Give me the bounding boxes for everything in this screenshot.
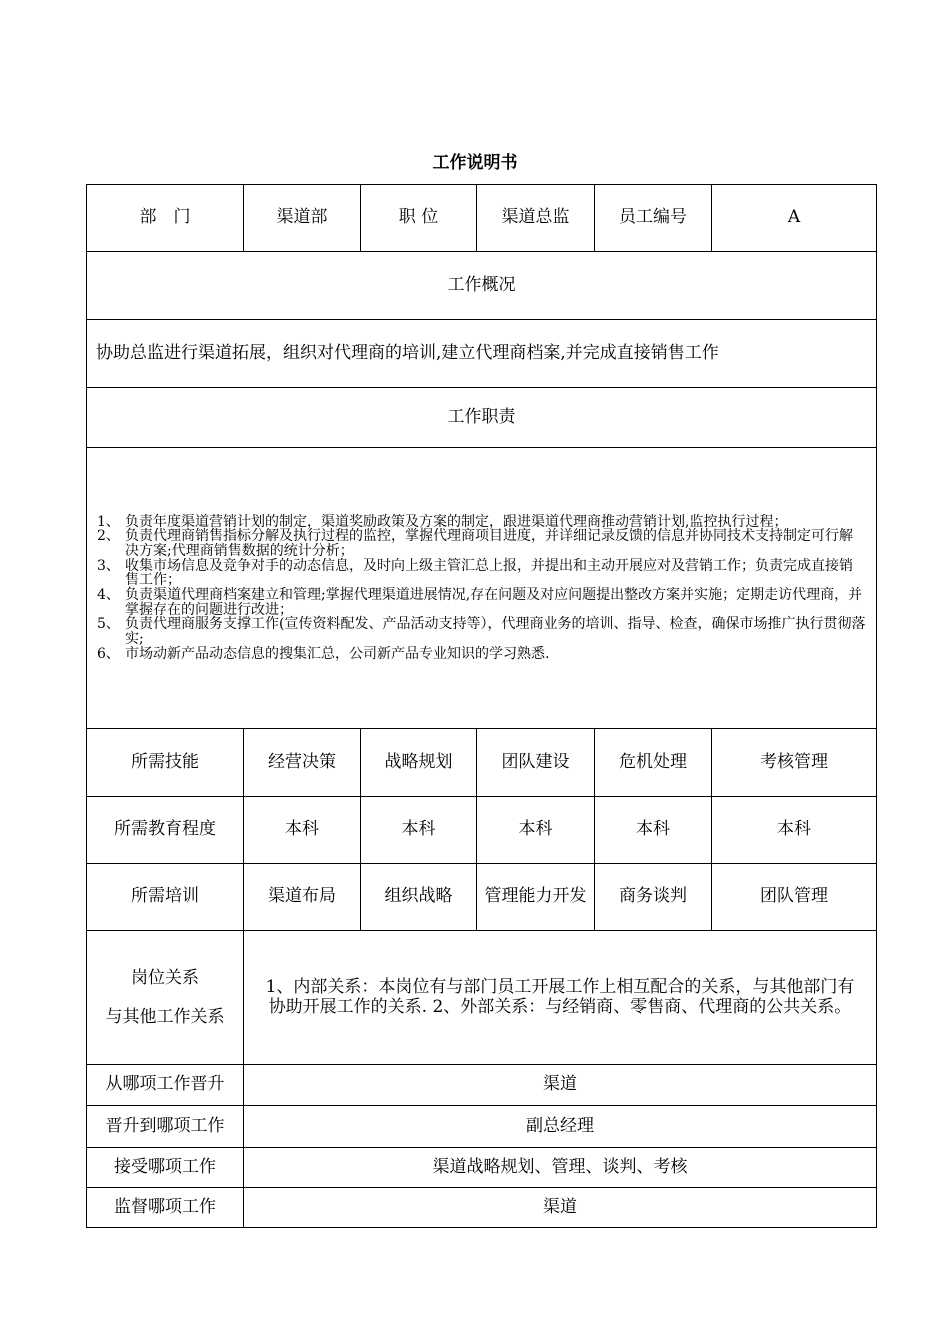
duty-text: 负责年度渠道营销计划的制定，渠道奖励政策及方案的制定，跟进渠道代理商推动营销计划,监控执行过程； bbox=[125, 513, 788, 530]
duties-header: 工作职责 bbox=[87, 388, 877, 448]
education-cell: 本科 bbox=[595, 797, 712, 864]
duties-list bbox=[87, 448, 877, 729]
skill-cell: 危机处理 bbox=[595, 729, 712, 797]
relations-text: 1、内部关系：本岗位有与部门员工开展工作上相互配合的关系，与其他部门有协助开展工作的关系. 2、外部关系：与经销商、零售商、代理商的公共关系。 bbox=[244, 931, 877, 1065]
training-cell: 管理能力开发 bbox=[477, 864, 595, 931]
education-cell: 本科 bbox=[244, 797, 361, 864]
accept-label: 接受哪项工作 bbox=[87, 1148, 244, 1188]
education-cell: 本科 bbox=[712, 797, 877, 864]
duty-text: 负责渠道代理商档案建立和管理;掌握代理渠道进展情况,存在问题及对应问题提出整改方案并实施；定期走访代理商，并掌握存在的问题进行改进； bbox=[125, 587, 863, 618]
duty-number: 2、 bbox=[97, 528, 120, 545]
duty-number: 5、 bbox=[97, 616, 120, 633]
promote-to-label: 晋升到哪项工作 bbox=[87, 1106, 244, 1148]
accept-row bbox=[87, 1148, 877, 1188]
overview-text: 协助总监进行渠道拓展，组织对代理商的培训,建立代理商档案,并完成直接销售工作 bbox=[87, 320, 877, 388]
duty-item bbox=[97, 647, 866, 662]
relations-row bbox=[87, 931, 877, 1065]
duty-number: 1、 bbox=[97, 513, 120, 530]
dept-label: 部 门 bbox=[87, 185, 244, 252]
promote-from-value: 渠道 bbox=[244, 1065, 877, 1106]
education-cell: 本科 bbox=[361, 797, 477, 864]
employee-id-value: A bbox=[712, 185, 877, 252]
relations-label bbox=[87, 931, 244, 1065]
skill-cell: 经营决策 bbox=[244, 729, 361, 797]
duty-text: 负责代理商服务支撑工作(宣传资料配发、产品活动支持等），代理商业务的培训、指导、检查，确保市场推广执行贯彻落实; bbox=[125, 616, 866, 648]
skill-cell: 考核管理 bbox=[712, 729, 877, 797]
promote-to-row bbox=[87, 1106, 877, 1148]
document-title: 工作说明书 bbox=[432, 153, 518, 173]
dept-value: 渠道部 bbox=[244, 185, 361, 252]
basic-info-row bbox=[87, 185, 877, 252]
position-value: 渠道总监 bbox=[477, 185, 595, 252]
duty-item bbox=[97, 559, 866, 588]
employee-id-label: 员工编号 bbox=[595, 185, 712, 252]
duty-item bbox=[97, 588, 866, 617]
training-label: 所需培训 bbox=[87, 864, 244, 931]
promote-from-row bbox=[87, 1065, 877, 1106]
relations-label-line1: 岗位关系 bbox=[131, 968, 199, 989]
duty-text: 收集市场信息及竞争对手的动态信息，及时向上级主管汇总上报，并提出和主动开展应对及营销工作；负责完成直接销售工作； bbox=[125, 557, 853, 589]
skills-row bbox=[87, 729, 877, 797]
training-cell: 团队管理 bbox=[712, 864, 877, 931]
duty-item bbox=[97, 529, 866, 558]
education-label: 所需教育程度 bbox=[87, 797, 244, 864]
duty-item bbox=[97, 617, 866, 646]
position-label: 职 位 bbox=[361, 185, 477, 252]
education-cell: 本科 bbox=[477, 797, 595, 864]
skill-cell: 战略规划 bbox=[361, 729, 477, 797]
promote-from-label: 从哪项工作晋升 bbox=[87, 1065, 244, 1106]
duty-text: 负责代理商销售指标分解及执行过程的监控，掌握代理商项目进度，并详细记录反馈的信息并协同技术支持制定可行解决方案;代理商销售数据的统计分析； bbox=[125, 528, 853, 559]
training-cell: 商务谈判 bbox=[595, 864, 712, 931]
supervise-value: 渠道 bbox=[244, 1188, 877, 1228]
training-row bbox=[87, 864, 877, 931]
promote-to-value: 副总经理 bbox=[244, 1106, 877, 1148]
accept-value: 渠道战略规划、管理、谈判、考核 bbox=[244, 1148, 877, 1188]
training-cell: 组织战略 bbox=[361, 864, 477, 931]
job-description-table bbox=[86, 184, 877, 1228]
relations-label-line2: 与其他工作关系 bbox=[105, 1006, 225, 1027]
duty-number: 3、 bbox=[97, 557, 120, 574]
education-row bbox=[87, 797, 877, 864]
supervise-row bbox=[87, 1188, 877, 1228]
training-cell: 渠道布局 bbox=[244, 864, 361, 931]
skills-label: 所需技能 bbox=[87, 729, 244, 797]
duty-number: 6、 bbox=[97, 645, 120, 662]
overview-header: 工作概况 bbox=[87, 252, 877, 320]
duty-number: 4、 bbox=[97, 587, 120, 603]
skill-cell: 团队建设 bbox=[477, 729, 595, 797]
duty-text: 市场动新产品动态信息的搜集汇总，公司新产品专业知识的学习熟悉. bbox=[125, 645, 550, 662]
supervise-label: 监督哪项工作 bbox=[87, 1188, 244, 1228]
